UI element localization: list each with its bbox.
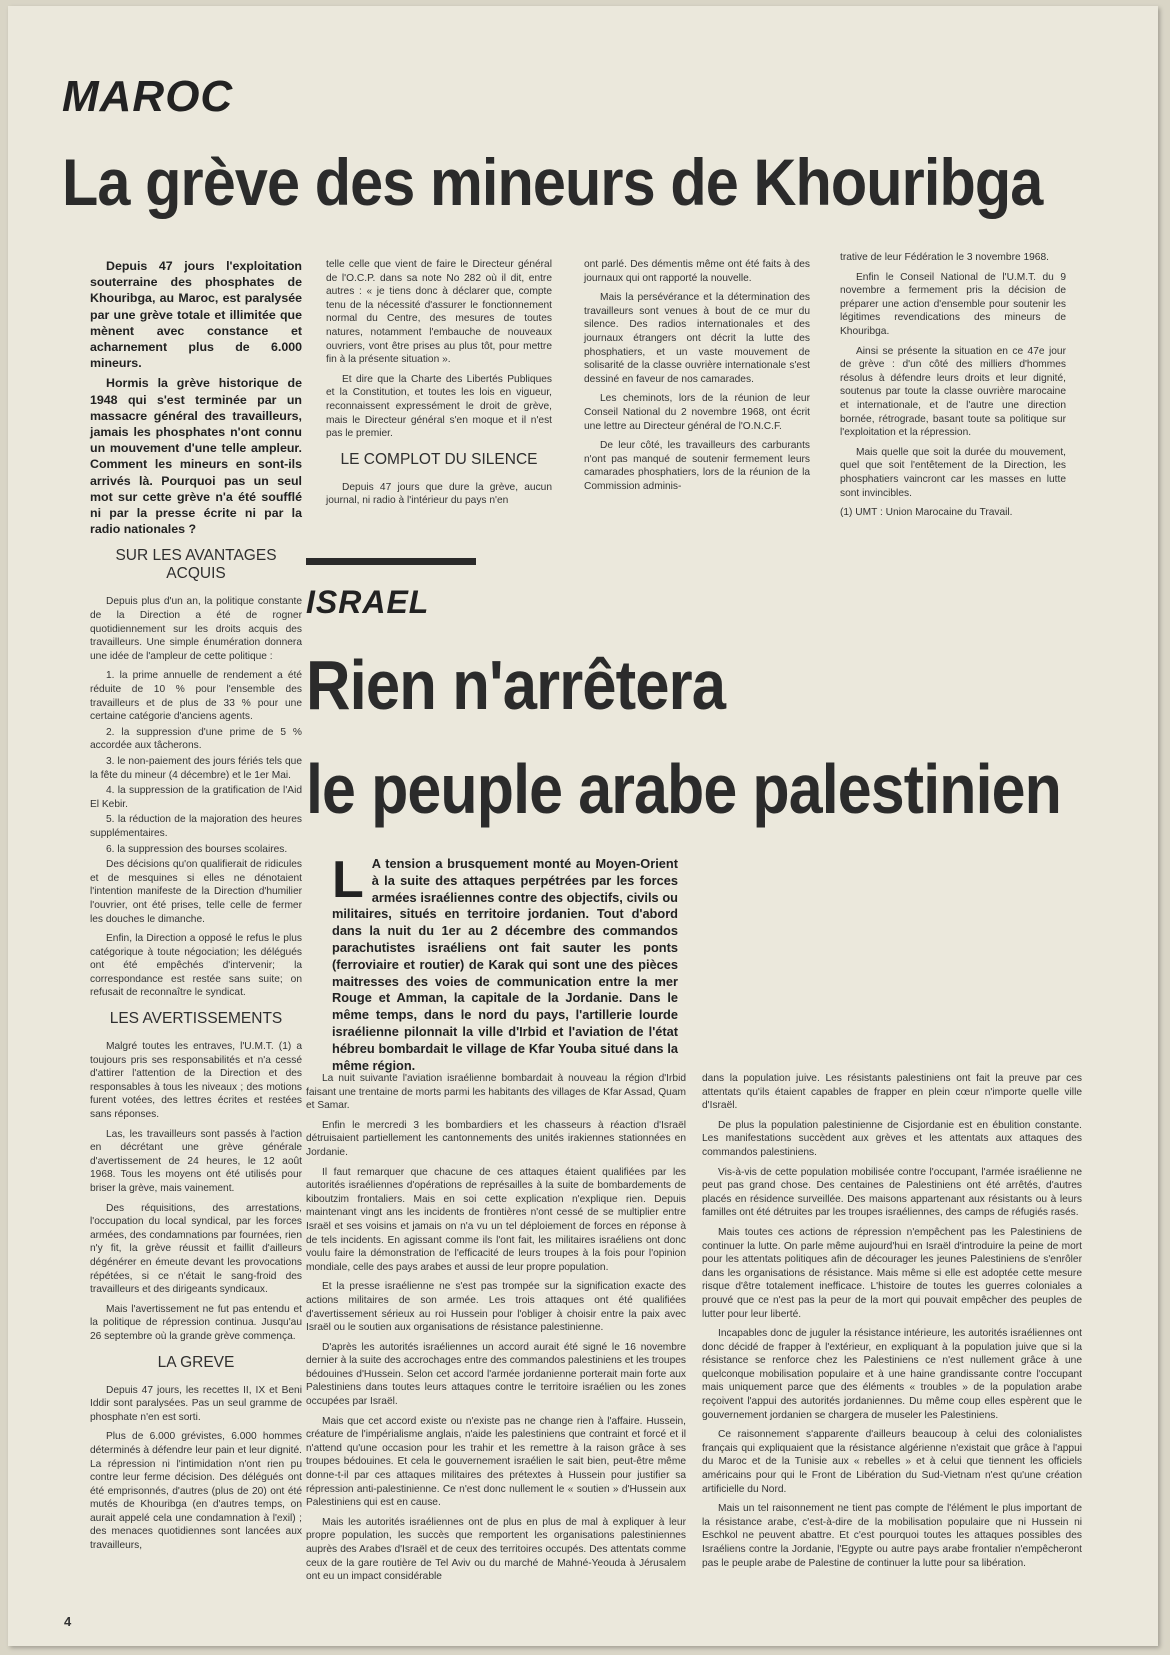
newspaper-page: [8, 6, 1158, 1646]
israel-paragraph: Mais les autorités israéliennes ont de plus en plus de mal à expliquer à leur propre population, les succès que remportent les organisations palestiniennes auprès des Arabes d'Israël et de ceux des territoires occupés. Des attentats comme ceux de la gare routière de Tel Aviv ou du marché de Mahné-Yeouda à Jérusalem ont eu un impact considérable: [306, 1516, 686, 1583]
israel-lead: [332, 851, 678, 1074]
avantages-paragraph: Depuis plus d'un an, la politique constante de la Direction a été de rogner quotidiennement sur les droits acquis des travailleurs. Une simple énumération donnera une idée de l'ampleur de cette politique :: [90, 596, 302, 662]
maroc-lead-paragraph: Hormis la grève historique de 1948 qui s'est terminée par un massacre général des travailleurs, jamais les phosphates n'ont connu un mouvement d'une telle ampleur. Comment les mineurs en sont-ils arrivés là. Pourquoi pas un seul mot sur cette grève n'a été soufflé ni par la presse écrite ni par la radio nationales ?: [90, 376, 302, 537]
israel-paragraph: Ce raisonnement s'apparente d'ailleurs beaucoup à celui des colonialistes français qui expliquaient que la résistance algérienne n'existait que grâce à l'appui du Maroc et de la Tunisie aux « rebelles » et à celui que tiennent les officiels américains pour qui le Front de Libération du Sud-Vietnam n'est qu'une création artificielle du Nord.: [702, 1429, 1082, 1495]
col3-paragraph: ont parlé. Des démentis même ont été faits à des journaux qui ont rapporté la nouvelle.: [584, 259, 810, 284]
israel-column-b: [702, 1072, 1082, 1576]
avantages-item: 5. la réduction de la majoration des heures supplémentaires.: [90, 814, 302, 839]
avantages-paragraph: Des décisions qu'on qualifierait de ridicules et de mesquines si elles ne dénotaient l'intention manifeste de la Direction d'humilier l'ouvrier, ont été prises, telle celle de fermer les douches le dimanche.: [90, 859, 302, 925]
avantages-item: 3. le non-paiement des jours fériés tels que la fête du mineur (4 décembre) et le 1er Mai.: [90, 755, 302, 781]
israel-paragraph: Mais toutes ces actions de répression n'empêchent pas les Palestiniens de continuer la lutte. On parle même aujourd'hui en Israël d'introduire la peine de mort pour les attentats politiques afin de décourager les jeunes Palestiniens de s'enrôler dans les organisations de résistance. Mais même si elle est adoptée cette mesure risque d'être totalement inefficace. L'histoire de toutes les guerres coloniales a prouvé que ce n'est pas la peur de la mort qui pouvait empêcher des peuples de lutter pour leur liberté.: [702, 1226, 1082, 1320]
maroc-column-3: [584, 258, 810, 500]
col4-paragraph: Enfin le Conseil National de l'U.M.T. du 9 novembre a fermement pris la décision de préparer une action d'ensemble pour soutenir les légitimes revendications des mineurs de Khouribga.: [840, 271, 1066, 337]
subhead-complot: LE COMPLOT DU SILENCE: [340, 450, 538, 468]
subhead-avertissements: LES AVERTISSEMENTS: [109, 1010, 283, 1028]
avertissements-paragraph: Malgré toutes les entraves, l'U.M.T. (1) a toujours pris ses responsabilités et n'a cessé d'attirer l'attention de la Direction et des responsables à tous les niveaux ; des motions furent votées, des lettres écrites et restées sans réponses.: [90, 1041, 302, 1121]
avertissements-paragraph: Las, les travailleurs sont passés à l'action en décrétant une grève générale d'avertissement de 24 heures, le 12 août 1968. Tous les moyens ont été utilisés pour briser la grève, mais vainement.: [90, 1128, 302, 1195]
israel-paragraph: D'après les autorités israéliennes un accord aurait été signé le 16 novembre dernier à la suite des accrochages entre des commandos palestiniens et les troupes bédouines d'Hussein. Selon cet accord l'armée jordanienne porterait main forte aux Palestiniens dans toutes leurs attaques contre le territoire israélien ou les zones occupées par Israël.: [306, 1341, 686, 1408]
israel-column-a: [306, 1072, 686, 1590]
subhead-greve: LA GREVE: [157, 1353, 235, 1371]
avertissements-paragraph: Mais l'avertissement ne fut pas entendu et la politique de répression continua. Jusqu'au 26 septembre où la grande grève commença.: [90, 1303, 302, 1342]
israel-paragraph: Incapables donc de juguler la résistance intérieure, les autorités israéliennes ont donc décidé de frapper à l'extérieur, en expliquant à la population juive que si la résistance se renforce chez les Palestiniens ce n'est nullement grâce à une quelconque mobilisation populaire et à une haine grandissante contre l'occupant mais uniquement parce que des éléments « troubles » de la population arabe reçoivent l'appui des autorités jordaniennes. Du même coup elles espèrent que le gouvernement jordanien se chargera de museler les Palestiniens.: [702, 1328, 1082, 1421]
israel-paragraph: Mais un tel raisonnement ne tient pas compte de l'élément le plus important de la résistance arabe, c'est-à-dire de la mobilisation populaire que ni Hussein ni Eschkol ne peuvent abattre. Et c'est pourquoi toutes les attaques possibles des Israéliens contre la Jordanie, l'Egypte ou autre pays arabe frontalier n'empêcheront pas le peuple arabe de Palestine de continuer la lutte pour sa libération.: [702, 1503, 1082, 1569]
headline-israel-line-2: le peuple arabe palestinien: [306, 750, 1061, 828]
avertissements-paragraph: Des réquisitions, des arrestations, l'occupation du local syndical, par les forces armées, des condamnations par fournées, rien n'y fit, la grève réussit et faillit d'ailleurs dégénérer en émeute devant les provocations répétées, si ce n'était le sang-froid des travailleurs et des dirigeants syndicaux.: [90, 1202, 302, 1296]
israel-paragraph: Et la presse israélienne ne s'est pas trompée sur la signification exacte des actions militaires de son armée. Les trois attaques ont été qualifiées d'avertissement sérieux au roi Hussein pour l'obliger à choisir entre la paix avec Israël ou le soutien aux organisations de résistance palestinienne.: [306, 1281, 686, 1334]
maroc-lead: [90, 258, 302, 537]
maroc-column-4: [840, 251, 1066, 526]
headline-israel-line-1: Rien n'arrêtera: [306, 646, 726, 724]
israel-paragraph: dans la population juive. Les résistants palestiniens ont fait la preuve par ces attentats qu'ils étaient capables de frapper en plein cœur n'importe quelle ville d'Israël.: [702, 1073, 1082, 1112]
greve-paragraph: Depuis 47 jours, les recettes II, IX et Beni Iddir sont paralysées. Pas un seul gramme de phosphate n'en est sorti.: [90, 1384, 302, 1423]
israel-paragraph: De plus la population palestinienne de Cisjordanie est en ébulition constante. Les manifestations succèdent aux grèves et les attentats aux attaques des commandos palestiniens.: [702, 1119, 1082, 1158]
avantages-item: 4. la suppression de la gratification de l'Aid El Kebir.: [90, 785, 302, 810]
israel-paragraph: Il faut remarquer que chacune de ces attaques étaient qualifiées par les autorités israéliennes d'opérations de représailles à la suite de bombardements de kiboutzim frontaliers. Mais en soi cette explication n'explique rien. Depuis maintenant vingt ans les incidents de frontières n'ont cessé de se multiplier entre Israël et ses voisins et jamais on n'a vu un tel déploiement de forces en réponse à de tels incidents. En agissant comme ils l'ont fait, les militaires israéliens ont donc voulu faire la démonstration de l'efficacité de leurs troupes à la fois pour l'opinion mondiale, celle des pays arabes et aussi de leur propre population.: [306, 1166, 686, 1273]
israel-paragraph: Vis-à-vis de cette population mobilisée contre l'occupant, l'armée israélienne ne peut pas grand chose. Des centaines de Palestiniens ont été arrêtés, d'autres placés en résidence surveillée. Des maisons appartenant aux résistants ou à leurs familles ont été détruites par les troupes israéliennes, des camps de réfugiés rasés.: [702, 1166, 1082, 1219]
maroc-column-1: [90, 258, 302, 1559]
avantages-item: 1. la prime annuelle de rendement a été réduite de 10 % pour l'ensemble des travailleurs et de plus de 33 % pour une certaine catégorie d'anciens agents.: [90, 670, 302, 723]
avantages-paragraph: Enfin, la Direction a opposé le refus le plus catégorique à toute négociation; les délégués ont été empêchés d'intervenir; la correspondance est restée sans suite; on refusait de reconnaître le syndicat.: [90, 933, 302, 999]
greve-paragraph: Plus de 6.000 grévistes, 6.000 hommes déterminés à défendre leur pain et leur dignité. La répression ni l'intimidation n'ont rien pu contre leur ferme décision. Des délégués ont été emprisonnés, d'autres (plus de 20) ont été mutés de Khouribga (en d'autres temps, on aurait appelé cela une condamnation à l'exil) ; des menaces quotidiennes sont lancées aux travailleurs,: [90, 1431, 302, 1552]
maroc-column-2: [326, 258, 552, 514]
complot-paragraph: Depuis 47 jours que dure la grève, aucun journal, ni radio à l'intérieur du pays n'en: [326, 481, 552, 507]
col4-paragraph: trative de leur Fédération le 3 novembre 1968.: [840, 252, 1049, 263]
col4-paragraph: Mais quelle que soit la durée du mouvement, quel que soit l'entêtement de la Direction, les phosphatiers vaincront car les masses en lutte sont invincibles.: [840, 446, 1066, 499]
col3-paragraph: Mais la persévérance et la détermination des travailleurs sont venues à bout de ce mur du silence. Des radios internationales et des journaux étrangers ont décrit la lutte des phosphatiers, et un vaste mouvement de solisarité de la classe ouvrière internationale s'est dessiné en faveur de nos camarades.: [584, 292, 810, 385]
col3-paragraph: De leur côté, les travailleurs des carburants n'ont pas manqué de soutenir fermement leurs camarades phosphatiers, lors de la réunion de la Commission adminis-: [584, 440, 810, 492]
maroc-lead-paragraph: Depuis 47 jours l'exploitation souterraine des phosphates de Khouribga, au Maroc, est paralysée par une grève totale et illimitée que mènent avec constance et acharnement plus de 6.000 mineurs.: [90, 259, 302, 371]
section-label-israel: ISRAEL: [306, 584, 430, 620]
section-divider: [306, 558, 476, 565]
col4-paragraph: Ainsi se présente la situation en ce 47e jour de grève : d'un côté des milliers d'hommes résolus à défendre leurs droits et leur dignité, soutenus par toute la classe ouvrière marocaine et internationale, et de l'autre une direction bornée, rétrograde, basant toute sa politique sur l'exploitation et la répression.: [840, 345, 1066, 439]
avantages-item: 2. la suppression d'une prime de 5 % accordée aux tâcherons.: [90, 726, 302, 752]
israel-paragraph: La nuit suivante l'aviation israélienne bombardait à nouveau la région d'Irbid faisant une trentaine de morts parmi les habitants des villages de Kfar Assad, Quam et Samar.: [306, 1073, 686, 1112]
israel-lead-text: A tension a brusquement monté au Moyen-Orient à la suite des attaques perpétrées par les forces armées israéliennes contre des objectifs, civils ou militaires, situés en territoire jordanien. Tout d'abord dans la nuit du 1er au 2 décembre des commandos parachutistes israéliens ont fait sauter les ponts (ferroviaire et routier) de Karak qui sont une des pièces maitresses des voies de communication entre la mer Rouge et Amman, la capitale de la Jordanie. Dans le même temps, dans le nord du pays, l'artillerie lourde israélienne pilonnait la ville d'Irbid et l'aviation de l'état hébreu bombardait le village de Kfar Youba situé dans la même région.: [332, 856, 678, 1073]
col2-paragraph: telle celle que vient de faire le Directeur général de l'O.C.P. dans sa note No 282 où il dit, entre autres : « je tiens donc à déclarer que, compte tenu de la nécessité d'assurer le fonctionnement normal du Centre, des mesures de toutes natures, notamment l'embauche de nouveaux ouvriers, vont être prises au plus tôt, pour mettre fin à la présente situation ».: [326, 259, 552, 366]
israel-paragraph: Mais que cet accord existe ou n'existe pas ne change rien à l'affaire. Hussein, créature de l'impérialisme anglais, n'aide les palestiniens que contraint et forcé et il n'attend qu'une occasion pour les trahir et les remettre à la raison grâce à ses troupes bédouines. Et cela le gouvernement israélien le sait bien, peut-être même donne-t-il par ces attaques militaires des prétextes à Hussein pour justifier sa répression anti-palestinienne. Ce n'est donc nullement le « soutien » d'Hussein aux Palestiniens qui est en cause.: [306, 1415, 686, 1509]
col2-paragraph: Et dire que la Charte des Libertés Publiques et la Constitution, et toutes les lois en vigueur, reconnaissent expressément le droit de grève, mais le Directeur général s'en moque et il n'est pas le premier.: [326, 373, 552, 440]
headline-maroc: La grève des mineurs de Khouribga: [62, 145, 1043, 219]
footnote: (1) UMT : Union Marocaine du Travail.: [840, 507, 1013, 519]
dropcap-letter: L: [332, 851, 364, 909]
subhead-avantages: SUR LES AVANTAGES ACQUIS: [115, 547, 277, 583]
avantages-item: 6. la suppression des bourses scolaires.: [106, 843, 288, 855]
israel-paragraph: Enfin le mercredi 3 les bombardiers et les chasseurs à réaction d'Israël détruisaient partiellement les cantonnements des unités irakiennes stationnées en Jordanie.: [306, 1119, 686, 1158]
page-number: 4: [64, 1614, 72, 1629]
col3-paragraph: Les cheminots, lors de la réunion de leur Conseil National du 2 novembre 1968, ont écrit une lettre au Directeur général de l'O.N.C.F.: [584, 393, 810, 432]
section-label-maroc: MAROC: [62, 72, 234, 121]
